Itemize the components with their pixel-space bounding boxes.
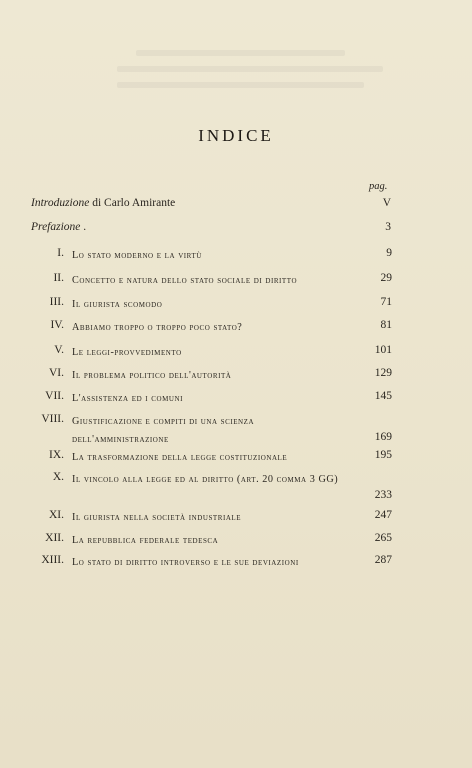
chapter-page: 71 [380, 296, 392, 308]
chapter-title: Il giurista scomodo [72, 299, 163, 310]
chapter-title: Le leggi-provvedimento [72, 347, 182, 358]
chapter-number: III. [49, 296, 64, 308]
chapter-title: Lo stato moderno e la virtù [72, 250, 202, 261]
chapter-number: VIII. [41, 413, 64, 425]
chapter-number: V. [54, 344, 64, 356]
chapter-title: Il giurista nella società industriale [72, 512, 242, 523]
chapter-number: IV. [50, 319, 64, 331]
chapter-number: VI. [48, 367, 64, 379]
chapter-number: XII. [45, 532, 64, 544]
front-matter-label: Introduzione di Carlo Amirante [31, 197, 176, 209]
chapter-page: 233 [374, 489, 392, 501]
front-matter-label: Prefazione . [31, 221, 87, 233]
chapter-title: Concetto e natura dello stato sociale di diritto [72, 275, 298, 286]
chapter-title: L'assistenza ed i comuni [72, 393, 183, 404]
chapter-page: 81 [380, 319, 392, 331]
chapter-page: 101 [374, 344, 392, 356]
chapter-number: XI. [48, 509, 64, 521]
chapter-page: 9 [386, 247, 392, 259]
chapter-page: 195 [374, 449, 392, 461]
chapter-number: IX. [48, 449, 64, 461]
chapter-title: La repubblica federale tedesca [72, 535, 219, 546]
index-title: INDICE [198, 126, 274, 145]
chapter-page: 265 [374, 532, 392, 544]
chapter-page: 145 [374, 390, 392, 402]
chapter-title: Il vincolo alla legge ed al diritto (art. 20 comma 3 GG) [72, 474, 339, 485]
front-matter-page: 3 [385, 221, 391, 233]
chapter-number: X. [52, 471, 64, 483]
chapter-number: VII. [45, 390, 64, 402]
chapter-page: 29 [380, 272, 392, 284]
chapter-page: 247 [374, 509, 392, 521]
chapter-title: Lo stato di diritto introverso e le sue deviazioni [72, 557, 299, 568]
chapter-number: I. [57, 247, 64, 259]
show-through-text [60, 40, 440, 98]
chapter-number: II. [53, 272, 64, 284]
chapter-title: Il problema politico dell'autorità [72, 370, 232, 381]
page-column-label: pag. [369, 181, 388, 192]
chapter-page: 287 [374, 554, 392, 566]
chapter-title: La trasformazione della legge costituzionale [72, 452, 288, 463]
chapter-page: 169 [374, 431, 392, 443]
chapter-title: Abbiamo troppo o troppo poco stato? [72, 322, 243, 333]
chapter-number: XIII. [41, 554, 64, 566]
chapter-page: 129 [374, 367, 392, 379]
front-matter-page: V [382, 197, 391, 209]
chapter-title: Giustificazione e compiti di una scienza dell'amministrazione [72, 416, 255, 445]
